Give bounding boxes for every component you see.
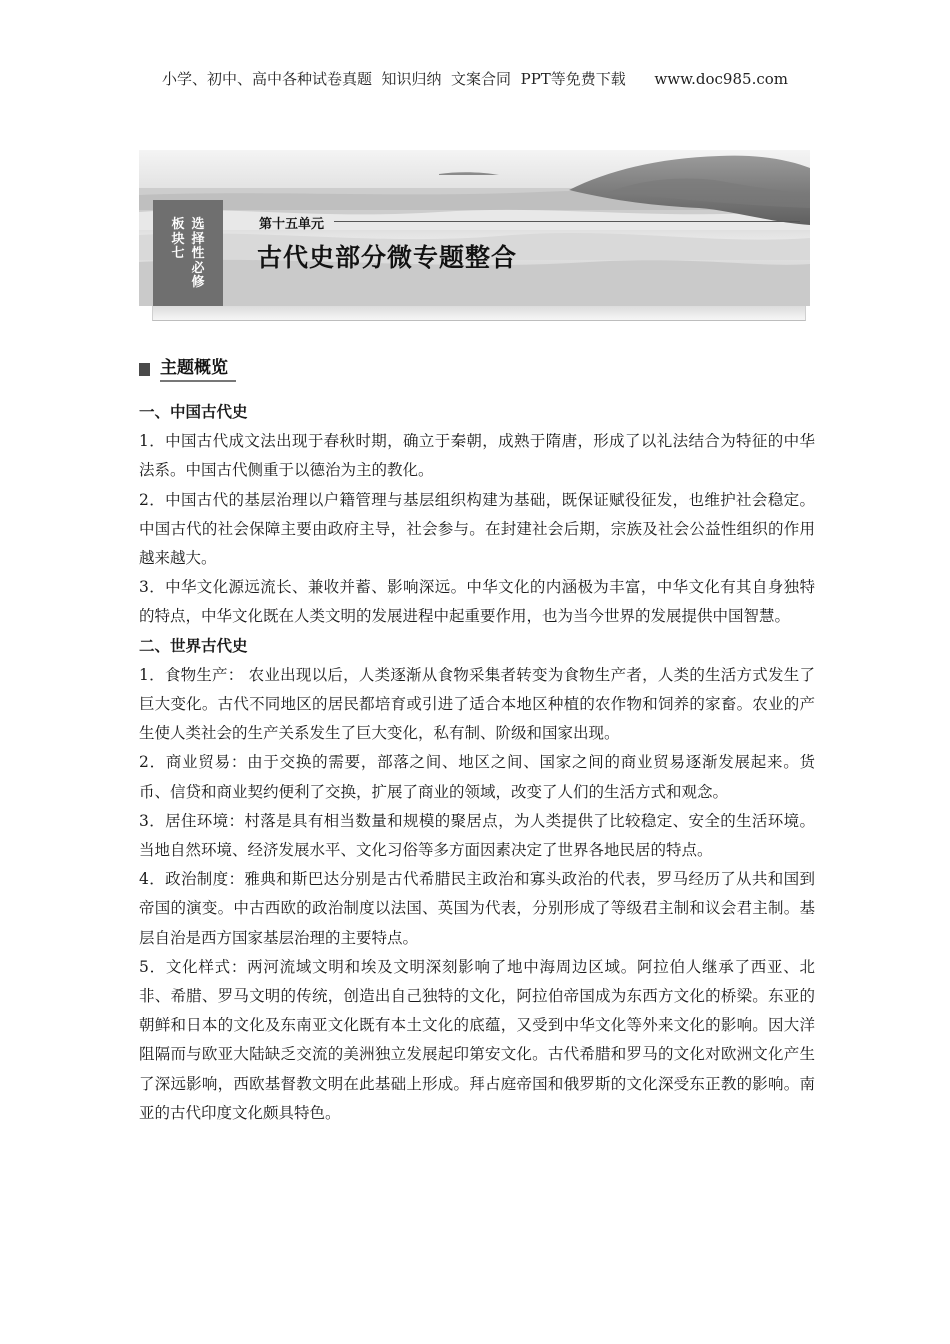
unit-label: 第十五单元 (259, 217, 325, 232)
banner-frame-shadow (152, 306, 806, 321)
heading-chinese-ancient-history: 一、中国古代史 (139, 403, 248, 421)
unit-title: 古代史部分微专题整合 (257, 243, 518, 272)
paragraph: 1．食物生产： 农业出现以后，人类逐渐从食物采集者转变为食物生产者，人类的生活方式发生了巨大变化。古代不同地区的居民都培育或引进了适合本地区种植的农作物和饲养的家畜。农业的产生使人类社会的生产关系发生了巨大变化，私有制、阶级和国家出现。 (139, 665, 815, 743)
document-body (139, 398, 815, 1128)
paragraph: 2．商业贸易：由于交换的需要，部落之间、地区之间、国家之间的商业贸易逐渐发展起来。货币、信贷和商业契约便利了交换，扩展了商业的领域，改变了人们的生活方式和观念。 (139, 753, 815, 801)
block-tag-subject: 选择性必修 (191, 217, 205, 290)
block-tag (153, 200, 223, 306)
block-tag-number: 板块七 (171, 217, 185, 261)
section-header (139, 356, 236, 382)
paragraph: 5．文化样式：两河流域文明和埃及文明深刻影响了地中海周边区域。阿拉伯人继承了西亚、北非、希腊、罗马文明的传统，创造出自己独特的文化，阿拉伯帝国成为东西方文化的桥梁。东亚的朝鲜和日本的文化及东南亚文化既有本土文化的底蕴，又受到中华文化等外来文化的影响。因大洋阻隔而与欧亚大陆缺乏交流的美洲独立发展起印第安文化。古代希腊和罗马的文化对欧洲文化产生了深远影响，西欧基督教文明在此基础上形成。拜占庭帝国和俄罗斯的文化深受东正教的影响。南亚的古代印度文化颇具特色。 (139, 957, 815, 1122)
paragraph: 3．中华文化源远流长、兼收并蓄、影响深远。中华文化的内涵极为丰富，中华文化有其自身独特的特点，中华文化既在人类文明的发展进程中起重要作用，也为当今世界的发展提供中国智慧。 (139, 578, 815, 626)
seascape-illustration (139, 150, 810, 306)
paragraph: 4．政治制度：雅典和斯巴达分别是古代希腊民主政治和寡头政治的代表，罗马经历了从共和国到帝国的演变。中古西欧的政治制度以法国、英国为代表，分别形成了等级君主制和议会君主制。基层自治是西方国家基层治理的主要特点。 (139, 870, 815, 947)
site-header: 小学、初中、高中各种试卷真题 知识归纳 文案合同 PPT等免费下载 www.doc985.com (161, 70, 788, 88)
unit-divider (334, 221, 800, 222)
paragraph: 3．居住环境：村落是具有相当数量和规模的聚居点，为人类提供了比较稳定、安全的生活环境。当地自然环境、经济发展水平、文化习俗等多方面因素决定了世界各地民居的特点。 (139, 811, 815, 860)
section-square-icon (139, 363, 150, 376)
heading-world-ancient-history: 二、世界古代史 (139, 636, 248, 655)
unit-banner (139, 150, 810, 306)
section-title: 主题概览 (160, 356, 236, 382)
paragraph: 1．中国古代成文法出现于春秋时期，确立于秦朝，成熟于隋唐，形成了以礼法结合为特征的中华法系。中国古代侧重于以德治为主的教化。 (139, 432, 815, 480)
paragraph: 2．中国古代的基层治理以户籍管理与基层组织构建为基础，既保证赋役征发，也维护社会稳定。中国古代的社会保障主要由政府主导，社会参与。在封建社会后期，宗族及社会公益性组织的作用越来越大。 (139, 490, 815, 568)
